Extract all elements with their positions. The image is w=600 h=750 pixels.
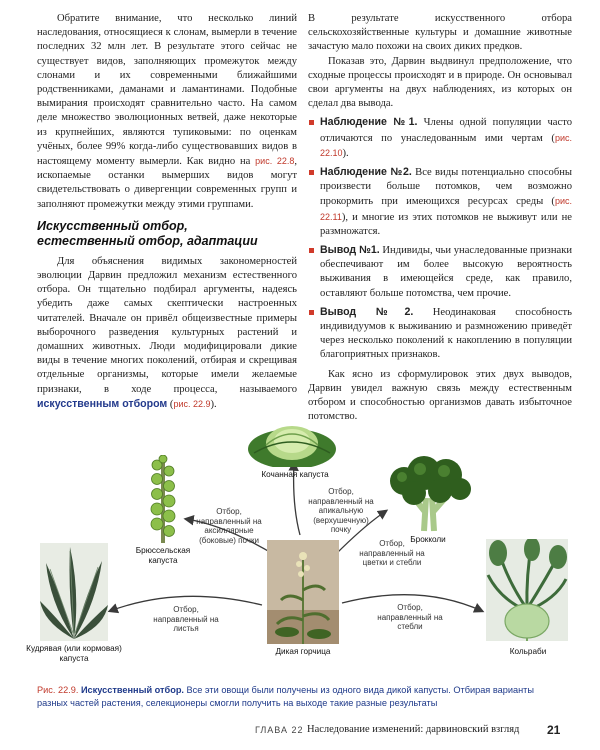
wild-mustard-image	[267, 540, 339, 644]
brussels-sprouts-image	[148, 455, 178, 543]
page-number: 21	[547, 723, 561, 737]
left-column	[37, 12, 297, 412]
label-kohlrabi: Кольраби	[509, 647, 547, 656]
subheading: Искусственный отбор, естественный отбор, адаптации	[37, 218, 258, 248]
note-leaves: Отбор, направленный на листья	[153, 605, 219, 634]
note-apical-bud: Отбор, направленный на апикальную (верхушечную) почку	[308, 487, 374, 535]
paragraph: В результате искусственного отбора сельскохозяйственные культуры и домашние животные зачастую мало похожи на своих диких предков.	[308, 13, 572, 53]
list-item: Вывод №2. Неодинаковая способность индивидуумов к выживанию и размножению приведёт через несколько поколений к накоплению в популяции благоприятных признаков.	[308, 305, 572, 363]
figure-ref[interactable]: рис. 22.10	[320, 132, 572, 158]
list-item: Наблюдение №2. Все виды потенциально способны произвести больше потомков, чем возможно прокормить при имеющихся ресурсах среды (рис. 22.11), и многие из этих потомков не выживут или не размножатся.	[308, 165, 572, 239]
label-kale: Кудрявая (или кормовая) капуста	[26, 644, 122, 663]
figure-ref[interactable]: рис. 22.9	[173, 398, 211, 409]
caption-label: Рис. 22.9.	[37, 685, 79, 695]
caption-text: Все эти овощи были получены из одного вида дикой капусты. Отбирая варианты разных частей растения, селекционеры смогли получить на выходе такие разные результаты	[37, 685, 534, 708]
right-column	[308, 12, 572, 424]
figure-ref[interactable]: рис. 22.11	[320, 196, 572, 222]
chapter-label: ГЛАВА 22	[255, 725, 304, 735]
kale-image	[40, 543, 108, 641]
chapter-title: Наследование изменений: дарвиновский взгляд	[307, 724, 520, 735]
list-item: Наблюдение №1. Члены одной популяции часто отличаются по унаследованным ими чертам (рис. 22.10).	[308, 115, 572, 161]
list-item: Вывод №1. Индивиды, чьи унаследованные признаки обеспечивают им более высокую вероятность выживания в имеющейся среде, как правило, оставляют больше потомства, чем прочие.	[308, 243, 572, 301]
paragraph: Как ясно из сформулировок этих двух выводов, Дарвин увидел важную связь между естественным отбором и способностью организмов давать избыточное потомство.	[308, 368, 572, 423]
label-broccoli: Брокколи	[410, 535, 446, 544]
kohlrabi-image	[486, 539, 568, 641]
paragraph: Для объяснения видимых закономерностей эволюции Дарвин предложил механизм естественного отбора. Он тщательно подбирал аргументы, надеясь убедить даже самых скептически настроенных читателей. Вначале он привёл общеизвестные примеры выборочного разведения культурных растений и домашних животных. Люди модифицировали дикие виды в течение многих поколений, отбирая и скрещивая отдельные организмы, которые имели желаемые признаки, в ходе процесса, называемого искусственным отбором (рис. 22.9).	[37, 255, 297, 410]
figure-ref[interactable]: рис. 22.8	[255, 156, 295, 167]
label-brussels-sprouts: Брюссельская капуста	[135, 546, 191, 565]
key-term: искусственным отбором	[37, 397, 168, 410]
page-footer	[0, 723, 600, 741]
caption-title: Искусственный отбор.	[78, 685, 184, 695]
note-axillary-buds: Отбор, направленный на аксиллярные (боковые) почки	[196, 507, 262, 545]
figure-artificial-selection	[0, 415, 600, 680]
figure-caption	[37, 684, 567, 709]
label-cabbage: Кочанная капуста	[261, 470, 329, 479]
broccoli-image	[384, 453, 474, 533]
cabbage-image	[246, 423, 338, 467]
paragraph: Показав это, Дарвин выдвинул предположение, что сходные процессы происходят и в природе. Он основывал свои аргументы на двух наблюдениях, из которых он сделал два вывода.	[308, 55, 572, 110]
note-flowers-stems: Отбор, направленный на цветки и стебли	[359, 539, 425, 568]
note-stems: Отбор, направленный на стебли	[377, 603, 443, 632]
label-wild-mustard: Дикая горчица	[275, 647, 331, 656]
paragraph: Обратите внимание, что несколько линий наследования, относящиеся к слонам, вымерли в течение последних 32 млн лет. В результате этого сейчас не существует видов, заполняющих промежуток между слонами и их современными ближайшими родственниками, даманами и ламантинами. Подобные вымирания происходят сравнительно часто. На самом деле множество эволюционных ветвей, даже некоторые из крупнейших, являются тупиковыми: по оценкам учёных, более 99% когда-либо существовавших видов в настоящему моменту вымерли. Как видно на рис. 22.8, ископаемые останки вымерших видов могут свидетельствовать о дивергенции современных групп и заполняют промежутки между этими группами.	[37, 13, 297, 210]
